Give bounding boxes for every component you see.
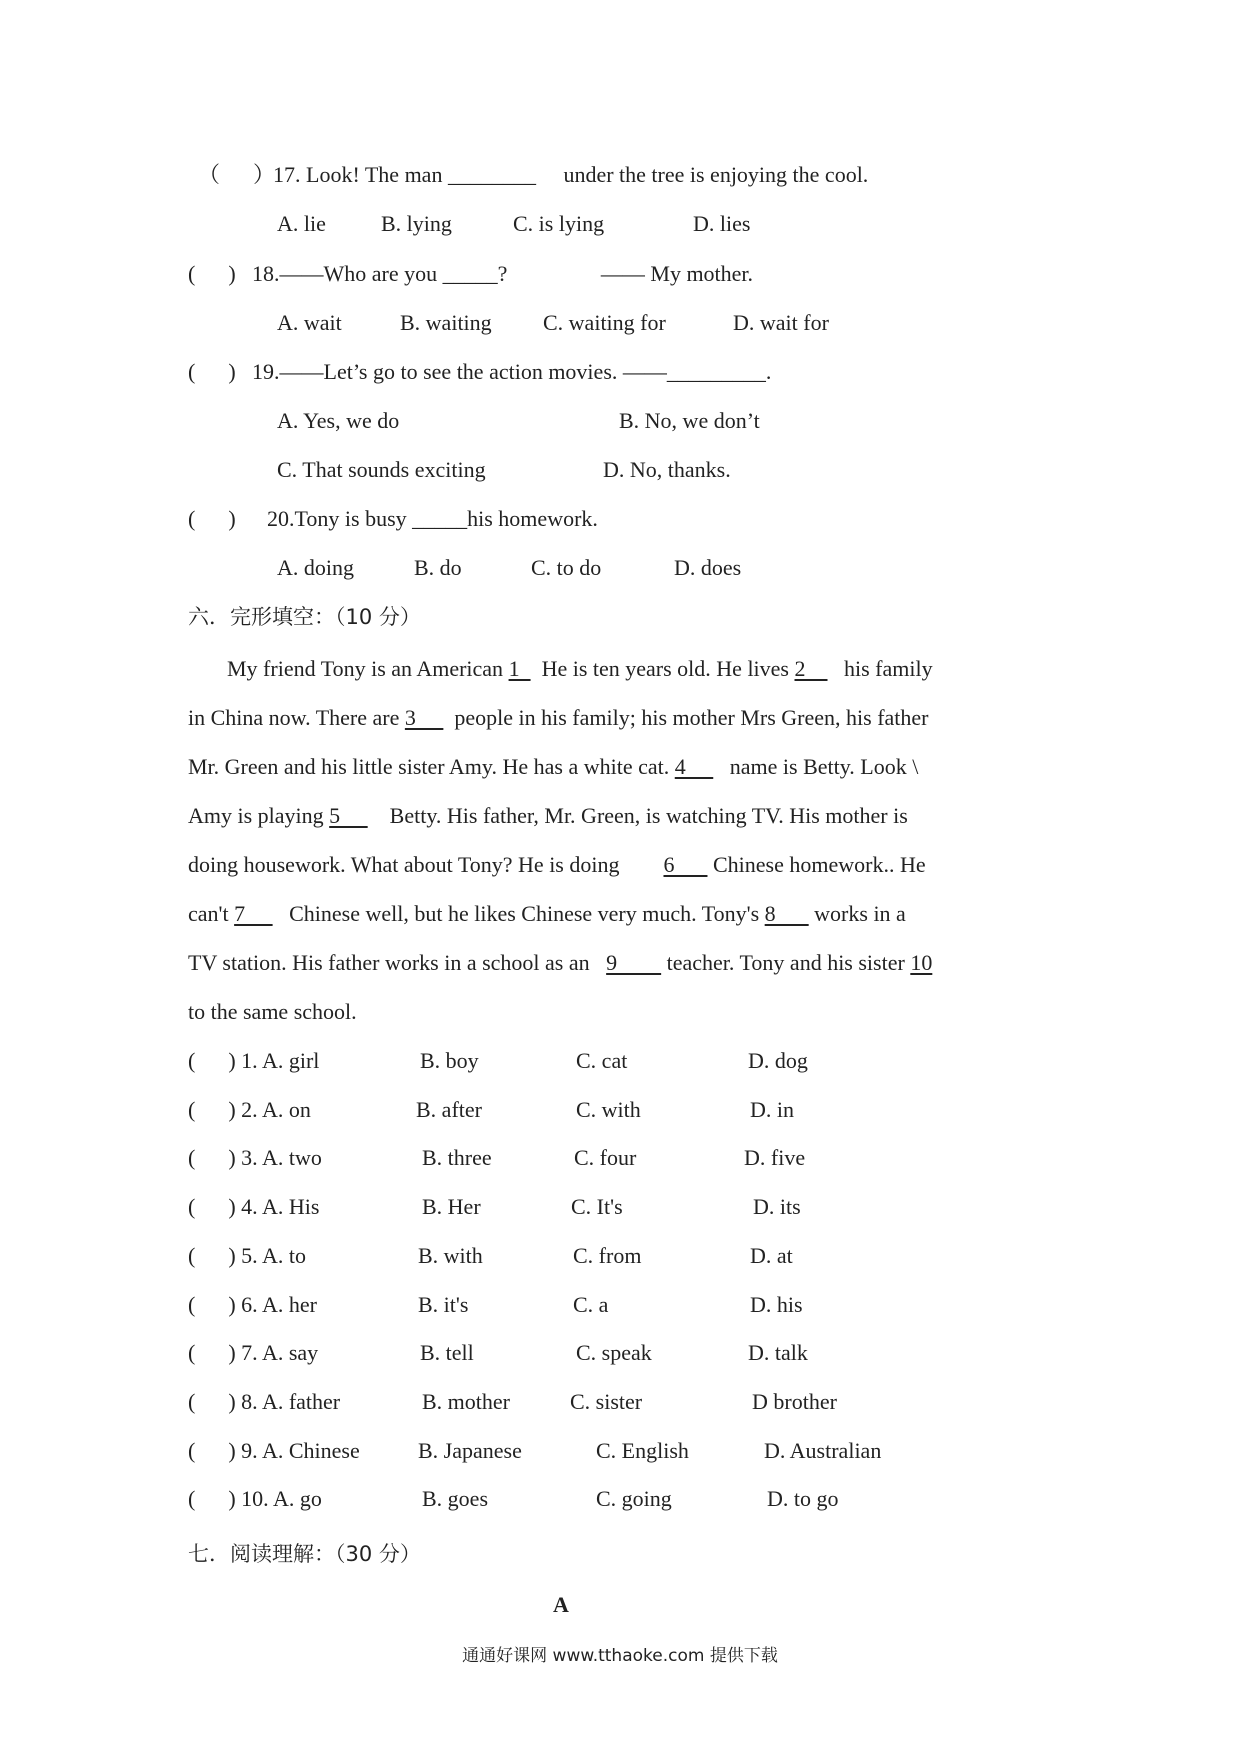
cloze-question-option-a: ( ) 1. A. girl (188, 1048, 320, 1073)
q20-option-b: B. do (414, 555, 462, 580)
passage-text: He is ten years old. He lives (530, 656, 795, 681)
passage-text: doing housework. What about Tony? He is doing (188, 852, 664, 877)
q19-option-c: C. That sounds exciting (277, 457, 486, 482)
question-19-stem: 19.——Let’s go to see the action movies. ——_________. (252, 359, 772, 384)
cloze-option-d: D. at (750, 1242, 793, 1268)
q20-option-c: C. to do (531, 555, 602, 580)
blank-number: 1 (508, 656, 531, 681)
q17-option-b: B. lying (381, 211, 452, 236)
q18-option-d: D. wait for (733, 310, 829, 335)
passage-text: in China now. There are (188, 705, 405, 730)
passage-text: teacher. Tony and his sister (661, 950, 911, 975)
cloze-option-d: D. his (750, 1291, 803, 1317)
cloze-question-option-a: ( ) 9. A. Chinese (188, 1437, 360, 1463)
blank-number: 8 (764, 901, 809, 926)
cloze-option-c: C. with (576, 1096, 641, 1122)
cloze-question-option-a: ( ) 8. A. father (188, 1388, 341, 1414)
passage-text: TV station. His father works in a school as an (188, 950, 607, 975)
cloze-option-b: B. three (422, 1145, 492, 1171)
cloze-option-b: B. tell (420, 1340, 474, 1366)
cloze-option-c: C. It's (571, 1194, 623, 1220)
q19-option-d: D. No, thanks. (603, 457, 731, 482)
passage-line (188, 851, 926, 879)
passage-text: to the same school. (188, 999, 357, 1024)
question-17-stem: 17. Look! The man ________ under the tree is enjoying the cool. (273, 162, 869, 187)
cloze-option-c: C. English (596, 1437, 689, 1463)
cloze-option-b: B. goes (422, 1486, 488, 1512)
cloze-option-d: D brother (752, 1388, 837, 1414)
cloze-option-b: B. it's (418, 1291, 469, 1317)
cloze-option-b: B. with (418, 1242, 483, 1268)
cloze-option-b: B. boy (420, 1048, 479, 1073)
passage-text: My friend Tony is an American (227, 656, 509, 681)
cloze-option-b: B. after (416, 1096, 482, 1122)
cloze-option-c: C. going (596, 1486, 672, 1512)
cloze-option-c: C. speak (576, 1340, 652, 1366)
blank-number: 7 (234, 901, 273, 926)
cloze-question-option-a: ( ) 10. A. go (188, 1486, 322, 1512)
blank-number: 3 (404, 705, 444, 730)
cloze-option-b: B. mother (422, 1388, 510, 1414)
q18-option-a: A. wait (277, 310, 342, 335)
cloze-option-b: B. Japanese (418, 1437, 522, 1463)
cloze-question-option-a: ( ) 4. A. His (188, 1194, 320, 1220)
question-19-paren: ( ) (188, 359, 236, 384)
passage-text: Betty. His father, Mr. Green, is watching TV. His mother is (367, 803, 908, 828)
cloze-option-c: C. cat (576, 1048, 628, 1073)
question-18-stem: 18.——Who are you _____? —— My mother. (252, 261, 754, 286)
cloze-question-option-a: ( ) 7. A. say (188, 1340, 319, 1366)
section-7-heading: 七．阅读理解：（30 分） (188, 1542, 421, 1566)
q18-option-b: B. waiting (400, 310, 492, 335)
cloze-question-option-a: ( ) 3. A. two (188, 1145, 322, 1171)
q17-option-d: D. lies (693, 211, 751, 236)
passage-text: Mr. Green and his little sister Amy. He has a white cat. (188, 754, 675, 779)
passage-line (188, 998, 357, 1026)
passage-text: Amy is playing (188, 803, 330, 828)
cloze-option-c: C. a (573, 1291, 609, 1317)
cloze-option-d: D. its (753, 1194, 801, 1220)
passage-line (188, 802, 908, 830)
cloze-option-b: B. Her (422, 1194, 481, 1220)
passage-text: can't (188, 901, 235, 926)
passage-line (188, 900, 906, 928)
passage-text: Chinese homework.. He (707, 852, 926, 877)
page-footer: 通通好课网 www.tthaoke.com 提供下载 (462, 1646, 778, 1666)
q18-option-c: C. waiting for (543, 310, 666, 335)
section-6-heading: 六．完形填空：（10 分） (188, 605, 421, 629)
blank-number: 4 (674, 754, 714, 779)
cloze-question-option-a: ( ) 6. A. her (188, 1291, 317, 1317)
q17-option-a: A. lie (277, 211, 326, 236)
reading-part-a-label: A (553, 1592, 569, 1617)
cloze-question-option-a: ( ) 2. A. on (188, 1096, 311, 1122)
passage-text: Chinese well, but he likes Chinese very much. Tony's (272, 901, 765, 926)
cloze-option-c: C. sister (570, 1388, 643, 1414)
question-20-stem: 20.Tony is busy _____his homework. (267, 506, 598, 531)
q19-option-a: A. Yes, we do (277, 408, 400, 433)
passage-line (188, 949, 932, 977)
cloze-option-d: D. talk (748, 1340, 808, 1366)
cloze-question-option-a: ( ) 5. A. to (188, 1242, 306, 1268)
q17-option-c: C. is lying (513, 211, 605, 236)
cloze-option-d: D. to go (767, 1486, 839, 1512)
blank-number: 5 (329, 803, 368, 828)
blank-number: 9 (606, 950, 662, 975)
cloze-option-d: D. Australian (764, 1437, 882, 1463)
passage-text: name is Betty. Look \ (713, 754, 919, 779)
question-20-paren: ( ) (188, 506, 236, 531)
blank-number: 6 (663, 852, 708, 877)
passage-line (227, 655, 933, 683)
blank-number: 2 (794, 656, 828, 681)
passage-text: people in his family; his mother Mrs Green, his father (443, 705, 929, 730)
q20-option-d: D. does (674, 555, 742, 580)
cloze-option-c: C. from (573, 1242, 642, 1268)
blank-number: 10 (910, 950, 933, 975)
passage-line (188, 753, 918, 781)
cloze-option-c: C. four (574, 1145, 637, 1171)
passage-line (188, 704, 929, 732)
cloze-option-d: D. dog (748, 1048, 808, 1073)
passage-text: works in a (808, 901, 906, 926)
cloze-option-d: D. five (744, 1145, 806, 1171)
cloze-option-d: D. in (750, 1096, 794, 1122)
question-17-paren: （ ） (198, 162, 276, 187)
passage-text: his family (827, 656, 933, 681)
question-18-paren: ( ) (188, 261, 236, 286)
q20-option-a: A. doing (277, 555, 354, 580)
q19-option-b: B. No, we don’t (619, 408, 760, 433)
